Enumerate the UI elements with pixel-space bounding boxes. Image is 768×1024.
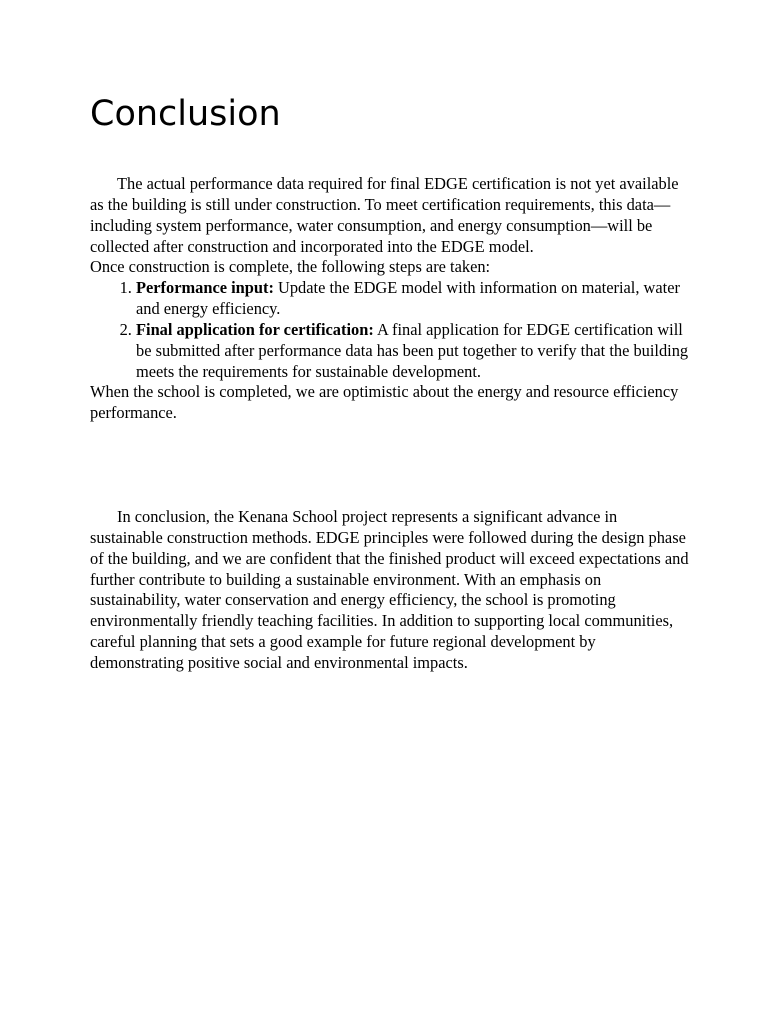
step-item bbox=[136, 320, 690, 383]
steps-list bbox=[90, 278, 690, 382]
intro-paragraph: The actual performance data required for final EDGE certification is not yet available as the building is still under construction. To meet certification requirements, this data—including system performance, water consumption, and energy consumption—will be collected after construction and incorporated into the EDGE model. bbox=[90, 174, 679, 256]
steps-intro: Once construction is complete, the following steps are taken: bbox=[90, 257, 491, 277]
section-heading: Conclusion bbox=[90, 94, 281, 134]
step-text: Update the EDGE model with information on material, water and energy efficiency. bbox=[136, 278, 680, 319]
step-item bbox=[136, 278, 690, 320]
conclusion-paragraph: In conclusion, the Kenana School project represents a significant advance in sustainable construction methods. EDGE principles were followed during the design phase of the building, and we are confident that the finished product will exceed expectations and further contribute to building a sustainable environment. With an emphasis on sustainability, water conservation and energy efficiency, the school is promoting environmentally friendly teaching facilities. In addition to supporting local communities, careful planning that sets a good example for future regional development by demonstrating positive social and environmental impacts. bbox=[90, 507, 689, 672]
body-block-conclusion bbox=[90, 507, 690, 674]
step-title: Performance input: bbox=[136, 278, 274, 298]
outlook-paragraph: When the school is completed, we are optimistic about the energy and resource efficiency performance. bbox=[90, 382, 679, 423]
step-title: Final application for certification: bbox=[136, 319, 374, 339]
step-text: A final application for EDGE certification will be submitted after performance data has been put together to verify that the building meets the requirements for sustainable development. bbox=[136, 319, 689, 381]
body-block-main bbox=[90, 174, 690, 424]
